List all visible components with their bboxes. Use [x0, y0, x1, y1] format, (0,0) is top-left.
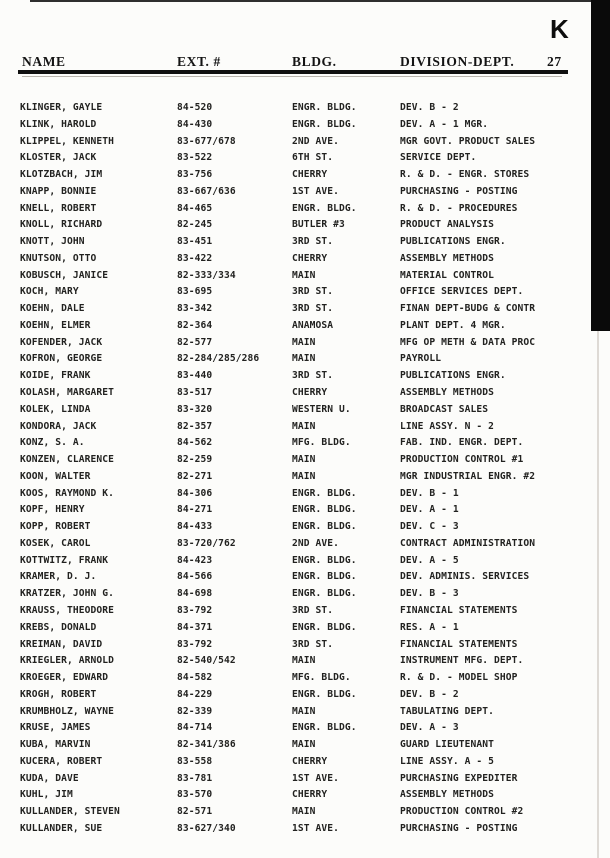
cell-division: RES. A - 1 — [400, 621, 459, 633]
table-row — [0, 201, 592, 218]
cell-ext: 84-229 — [177, 688, 213, 700]
cell-bldg: BUTLER #3 — [292, 219, 345, 231]
cell-division: ASSEMBLY METHODS — [400, 789, 495, 801]
cell-name: KLOTZBACH, JIM — [20, 169, 103, 181]
cell-bldg: MFG. BLDG. — [292, 437, 351, 449]
cell-division: TABULATING DEPT. — [400, 705, 495, 717]
cell-name: KOIDE, FRANK — [20, 370, 91, 382]
cell-ext: 82-271 — [177, 470, 213, 482]
cell-ext: 82-571 — [177, 806, 213, 818]
cell-name: KREIMAN, DAVID — [20, 638, 103, 650]
cell-ext: 84-371 — [177, 621, 213, 633]
cell-ext: 82-259 — [177, 454, 213, 466]
cell-bldg: 3RD ST. — [292, 638, 334, 650]
cell-bldg: ENGR. BLDG. — [292, 571, 357, 583]
cell-division: DEV. B - 1 — [400, 487, 459, 499]
table-row — [0, 184, 592, 201]
cell-name: KRUMBHOLZ, WAYNE — [20, 705, 115, 717]
cell-bldg: ENGR. BLDG. — [292, 588, 357, 600]
cell-division: LINE ASSY. N - 2 — [400, 420, 495, 432]
cell-division: CONTRACT ADMINISTRATION — [400, 537, 536, 549]
cell-name: KLINK, HAROLD — [20, 118, 97, 130]
cell-bldg: 1ST AVE. — [292, 772, 340, 784]
cell-ext: 82-339 — [177, 705, 213, 717]
cell-ext: 83-792 — [177, 604, 213, 616]
cell-ext: 82-577 — [177, 336, 213, 348]
table-row — [0, 217, 592, 234]
cell-ext: 82-284/285/286 — [177, 353, 260, 365]
cell-ext: 83-756 — [177, 169, 213, 181]
table-row — [0, 368, 592, 385]
cell-name: KONZEN, CLARENCE — [20, 454, 115, 466]
cell-bldg: CHERRY — [292, 252, 328, 264]
cell-ext: 83-342 — [177, 303, 213, 315]
table-row — [0, 469, 592, 486]
cell-division: DEV. ADMINIS. SERVICES — [400, 571, 530, 583]
cell-name: KNELL, ROBERT — [20, 202, 97, 214]
cell-ext: 83-558 — [177, 755, 213, 767]
cell-bldg: WESTERN U. — [292, 403, 351, 415]
cell-bldg: MAIN — [292, 420, 316, 432]
cell-name: KRAMER, D. J. — [20, 571, 97, 583]
cell-bldg: MAIN — [292, 806, 316, 818]
cell-division: DEV. A - 3 — [400, 722, 459, 734]
cell-bldg: ENGR. BLDG. — [292, 521, 357, 533]
cell-ext: 83-320 — [177, 403, 213, 415]
cell-name: KOOS, RAYMOND K. — [20, 487, 115, 499]
cell-division: FINANCIAL STATEMENTS — [400, 604, 518, 616]
cell-division: PLANT DEPT. 4 MGR. — [400, 319, 506, 331]
page-number: 27 — [547, 54, 562, 69]
table-row — [0, 268, 592, 285]
cell-bldg: ENGR. BLDG. — [292, 118, 357, 130]
cell-division: ASSEMBLY METHODS — [400, 252, 495, 264]
table-row — [0, 351, 592, 368]
cell-division: MGR GOVT. PRODUCT SALES — [400, 135, 536, 147]
header-rule-echo — [22, 76, 562, 77]
cell-ext: 83-451 — [177, 236, 213, 248]
cell-division: PRODUCTION CONTROL #2 — [400, 806, 524, 818]
cell-name: KOEHN, DALE — [20, 303, 85, 315]
cell-division: PUBLICATIONS ENGR. — [400, 236, 506, 248]
cell-division: DEV. B - 2 — [400, 688, 459, 700]
cell-name: KOCH, MARY — [20, 286, 79, 298]
cell-ext: 82-357 — [177, 420, 213, 432]
cell-name: KUHL, JIM — [20, 789, 73, 801]
cell-name: KONZ, S. A. — [20, 437, 85, 449]
cell-ext: 82-341/386 — [177, 739, 236, 751]
table-row — [0, 335, 592, 352]
cell-division: PURCHASING EXPEDITER — [400, 772, 518, 784]
cell-division: R. & D. - ENGR. STORES — [400, 169, 530, 181]
cell-division: ASSEMBLY METHODS — [400, 387, 495, 399]
table-row — [0, 502, 592, 519]
cell-name: KNUTSON, OTTO — [20, 252, 97, 264]
cell-ext: 83-695 — [177, 286, 213, 298]
cell-name: KOLASH, MARGARET — [20, 387, 115, 399]
cell-ext: 84-465 — [177, 202, 213, 214]
cell-bldg: CHERRY — [292, 387, 328, 399]
cell-division: MFG OP METH & DATA PROC — [400, 336, 536, 348]
table-row — [0, 284, 592, 301]
cell-bldg: ENGR. BLDG. — [292, 554, 357, 566]
table-row — [0, 100, 592, 117]
cell-division: R. & D. - PROCEDURES — [400, 202, 518, 214]
cell-bldg: 3RD ST. — [292, 286, 334, 298]
cell-division: PRODUCT ANALYSIS — [400, 219, 495, 231]
cell-bldg: ENGR. BLDG. — [292, 202, 357, 214]
cell-division: INSTRUMENT MFG. DEPT. — [400, 655, 524, 667]
cell-name: KULLANDER, SUE — [20, 822, 103, 834]
cell-division: MATERIAL CONTROL — [400, 269, 495, 281]
cell-division: FINANCIAL STATEMENTS — [400, 638, 518, 650]
cell-bldg: 6TH ST. — [292, 152, 334, 164]
cell-name: KNOLL, RICHARD — [20, 219, 103, 231]
cell-ext: 83-627/340 — [177, 822, 236, 834]
table-row — [0, 737, 592, 754]
column-header-name: NAME — [22, 54, 66, 69]
cell-ext: 84-582 — [177, 672, 213, 684]
cell-division: MGR INDUSTRIAL ENGR. #2 — [400, 470, 536, 482]
directory-table — [0, 100, 592, 838]
cell-name: KOTTWITZ, FRANK — [20, 554, 109, 566]
cell-ext: 83-781 — [177, 772, 213, 784]
cell-bldg: CHERRY — [292, 755, 328, 767]
cell-ext: 82-333/334 — [177, 269, 236, 281]
table-row — [0, 486, 592, 503]
cell-name: KROGH, ROBERT — [20, 688, 97, 700]
cell-name: KLOSTER, JACK — [20, 152, 97, 164]
cell-bldg: MAIN — [292, 353, 316, 365]
header-rule — [18, 70, 568, 74]
cell-ext: 84-306 — [177, 487, 213, 499]
table-row — [0, 720, 592, 737]
cell-bldg: MAIN — [292, 655, 316, 667]
cell-ext: 84-566 — [177, 571, 213, 583]
table-row — [0, 754, 592, 771]
table-row — [0, 419, 592, 436]
table-row — [0, 603, 592, 620]
cell-bldg: 3RD ST. — [292, 303, 334, 315]
scan-artifact-right-bar — [591, 0, 610, 331]
cell-bldg: MAIN — [292, 705, 316, 717]
cell-ext: 83-570 — [177, 789, 213, 801]
cell-division: PAYROLL — [400, 353, 442, 365]
cell-name: KOFRON, GEORGE — [20, 353, 103, 365]
cell-bldg: ENGR. BLDG. — [292, 722, 357, 734]
cell-name: KULLANDER, STEVEN — [20, 806, 120, 818]
cell-name: KOPP, ROBERT — [20, 521, 91, 533]
scan-artifact-top-line — [30, 0, 591, 2]
table-row — [0, 435, 592, 452]
cell-name: KRATZER, JOHN G. — [20, 588, 115, 600]
cell-bldg: 2ND AVE. — [292, 135, 340, 147]
cell-division: PURCHASING - POSTING — [400, 822, 518, 834]
cell-ext: 83-422 — [177, 252, 213, 264]
cell-name: KNOTT, JOHN — [20, 236, 85, 248]
column-header-division-dept: DIVISION-DEPT. — [400, 54, 515, 69]
table-row — [0, 134, 592, 151]
cell-ext: 82-245 — [177, 219, 213, 231]
cell-name: KRAUSS, THEODORE — [20, 604, 115, 616]
cell-division: FAB. IND. ENGR. DEPT. — [400, 437, 524, 449]
cell-ext: 83-517 — [177, 387, 213, 399]
cell-division: SERVICE DEPT. — [400, 152, 477, 164]
cell-division: PRODUCTION CONTROL #1 — [400, 454, 524, 466]
cell-bldg: CHERRY — [292, 789, 328, 801]
cell-name: KUCERA, ROBERT — [20, 755, 103, 767]
section-letter: K — [550, 14, 569, 44]
cell-bldg: MAIN — [292, 470, 316, 482]
cell-ext: 84-714 — [177, 722, 213, 734]
table-row — [0, 234, 592, 251]
table-row — [0, 771, 592, 788]
column-header-bldg: BLDG. — [292, 54, 337, 69]
cell-division: DEV. B - 2 — [400, 102, 459, 113]
cell-ext: 84-562 — [177, 437, 213, 449]
cell-division: DEV. C - 3 — [400, 521, 459, 533]
cell-name: KOLEK, LINDA — [20, 403, 91, 415]
cell-division: LINE ASSY. A - 5 — [400, 755, 495, 767]
cell-bldg: MAIN — [292, 739, 316, 751]
table-row — [0, 536, 592, 553]
cell-name: KRUSE, JAMES — [20, 722, 91, 734]
cell-bldg: CHERRY — [292, 169, 328, 181]
cell-ext: 84-698 — [177, 588, 213, 600]
table-row — [0, 670, 592, 687]
table-row — [0, 821, 592, 838]
table-row — [0, 251, 592, 268]
cell-name: KOON, WALTER — [20, 470, 91, 482]
cell-bldg: ANAMOSA — [292, 319, 334, 331]
cell-division: DEV. A - 1 MGR. — [400, 118, 489, 130]
cell-name: KNAPP, BONNIE — [20, 185, 97, 197]
table-row — [0, 569, 592, 586]
cell-name: KOPF, HENRY — [20, 504, 85, 516]
cell-name: KROEGER, EDWARD — [20, 672, 109, 684]
column-header-ext: EXT. # — [177, 54, 221, 69]
cell-bldg: ENGR. BLDG. — [292, 487, 357, 499]
cell-name: KOFENDER, JACK — [20, 336, 103, 348]
cell-bldg: ENGR. BLDG. — [292, 621, 357, 633]
cell-ext: 84-271 — [177, 504, 213, 516]
cell-bldg: ENGR. BLDG. — [292, 688, 357, 700]
table-row — [0, 687, 592, 704]
cell-division: OFFICE SERVICES DEPT. — [400, 286, 524, 298]
table-row — [0, 653, 592, 670]
table-row — [0, 452, 592, 469]
cell-name: KOEHN, ELMER — [20, 319, 91, 331]
cell-ext: 84-423 — [177, 554, 213, 566]
table-row — [0, 167, 592, 184]
cell-name: KREBS, DONALD — [20, 621, 97, 633]
cell-ext: 83-677/678 — [177, 135, 236, 147]
cell-ext: 82-540/542 — [177, 655, 236, 667]
cell-bldg: 3RD ST. — [292, 370, 334, 382]
cell-ext: 83-440 — [177, 370, 213, 382]
cell-name: KONDORA, JACK — [20, 420, 97, 432]
cell-name: KOBUSCH, JANICE — [20, 269, 109, 281]
cell-ext: 84-433 — [177, 521, 213, 533]
cell-name: KRIEGLER, ARNOLD — [20, 655, 115, 667]
table-row — [0, 301, 592, 318]
cell-bldg: MAIN — [292, 454, 316, 466]
cell-ext: 84-520 — [177, 102, 213, 113]
table-row — [0, 704, 592, 721]
cell-name: KOSEK, CAROL — [20, 537, 91, 549]
cell-bldg: 1ST AVE. — [292, 185, 340, 197]
cell-bldg: ENGR. BLDG. — [292, 102, 357, 113]
cell-name: KUBA, MARVIN — [20, 739, 91, 751]
cell-division: GUARD LIEUTENANT — [400, 739, 495, 751]
cell-bldg: ENGR. BLDG. — [292, 504, 357, 516]
cell-bldg: 2ND AVE. — [292, 537, 340, 549]
table-row — [0, 519, 592, 536]
cell-ext: 83-522 — [177, 152, 213, 164]
cell-ext: 84-430 — [177, 118, 213, 130]
cell-division: R. & D. - MODEL SHOP — [400, 672, 518, 684]
cell-name: KUDA, DAVE — [20, 772, 79, 784]
table-row — [0, 117, 592, 134]
cell-bldg: MAIN — [292, 336, 316, 348]
cell-division: DEV. A - 5 — [400, 554, 459, 566]
table-row — [0, 637, 592, 654]
table-row — [0, 150, 592, 167]
cell-bldg: MAIN — [292, 269, 316, 281]
table-row — [0, 402, 592, 419]
cell-division: PURCHASING - POSTING — [400, 185, 518, 197]
table-row — [0, 385, 592, 402]
cell-bldg: MFG. BLDG. — [292, 672, 351, 684]
table-row — [0, 804, 592, 821]
cell-ext: 83-720/762 — [177, 537, 236, 549]
table-row — [0, 787, 592, 804]
cell-division: PUBLICATIONS ENGR. — [400, 370, 506, 382]
cell-name: KLIPPEL, KENNETH — [20, 135, 115, 147]
cell-division: DEV. A - 1 — [400, 504, 459, 516]
cell-division: DEV. B - 3 — [400, 588, 459, 600]
table-row — [0, 553, 592, 570]
cell-bldg: 1ST AVE. — [292, 822, 340, 834]
cell-bldg: 3RD ST. — [292, 236, 334, 248]
table-row — [0, 318, 592, 335]
table-row — [0, 586, 592, 603]
cell-division: FINAN DEPT-BUDG & CONTR — [400, 303, 536, 315]
cell-division: BROADCAST SALES — [400, 403, 489, 415]
cell-ext: 82-364 — [177, 319, 213, 331]
cell-ext: 83-667/636 — [177, 185, 236, 197]
cell-ext: 83-792 — [177, 638, 213, 650]
cell-name: KLINGER, GAYLE — [20, 102, 103, 113]
cell-bldg: 3RD ST. — [292, 604, 334, 616]
scan-artifact-right-edge-line — [597, 331, 599, 858]
table-row — [0, 620, 592, 637]
